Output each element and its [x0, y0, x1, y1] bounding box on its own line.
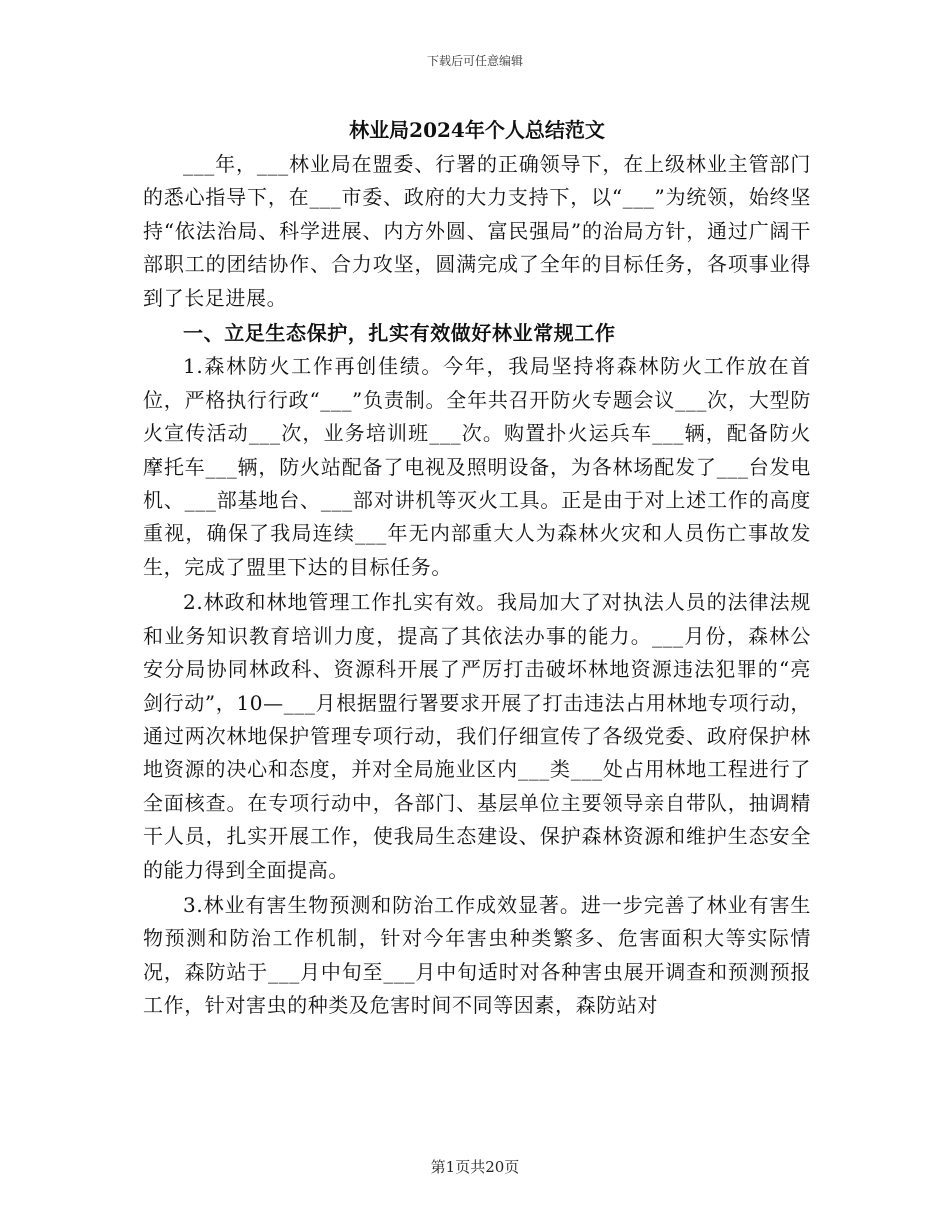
document-body: [143, 112, 811, 1023]
document-title: 林业局2024年个人总结范文: [349, 118, 605, 142]
page-header-note: 下载后可任意编辑: [426, 54, 523, 68]
page-number: 第1页共20页: [430, 1158, 520, 1176]
intro-paragraph: ___年，___林业局在盟委、行署的正确领导下，在上级林业主管部门的悉心指导下，在___市委、政府的大力支持下，以“___”为统领，始终坚持“依法治局、科学进展、内方外圆、富民强局”的治局方针，通过广阔干部职工的团结协作、合力攻坚，圆满完成了全年的目标任务，各项事业得到了长足进展。: [143, 152, 811, 310]
item-2-paragraph: 2.林政和林地管理工作扎实有效。我局加大了对执法人员的法律法规和业务知识教育培训力度，提高了其依法办事的能力。___月份，森林公安分局协同林政科、资源科开展了严厉打击破坏林地资源违法犯罪的“亮剑行动”，10—___月根据盟行署要求开展了打击违法占用林地专项行动，通过两次林地保护管理专项行动，我们仔细宣传了各级党委、政府保护林地资源的决心和态度，并对全局施业区内___类___处占用林地工程进行了全面核查。在专项行动中，各部门、基层单位主要领导亲自带队，抽调精干人员，扎实开展工作，使我局生态建设、保护森林资源和维护生态安全的能力得到全面提高。: [143, 590, 811, 882]
section-1-heading: 一、立足生态保护，扎实有效做好林业常规工作: [183, 321, 616, 346]
item-3-paragraph: 3.林业有害生物预测和防治工作成效显著。进一步完善了林业有害生物预测和防治工作机制，针对今年害虫种类繁多、危害面积大等实际情况，森防站于___月中旬至___月中旬适时对各种害虫展开调查和预测预报工作，针对害虫的种类及危害时间不同等因素，森防站对: [143, 892, 811, 1018]
item-1-paragraph: 1.森林防火工作再创佳绩。今年，我局坚持将森林防火工作放在首位，严格执行行政“___”负责制。全年共召开防火专题会议___次，大型防火宣传活动___次，业务培训班___次。购置扑火运兵车___辆，配备防火摩托车___辆，防火站配备了电视及照明设备，为各林场配发了___台发电机、___部基地台、___部对讲机等灭火工具。正是由于对上述工作的高度重视，确保了我局连续___年无内部重大人为森林火灾和人员伤亡事故发生，完成了盟里下达的目标任务。: [143, 354, 811, 579]
